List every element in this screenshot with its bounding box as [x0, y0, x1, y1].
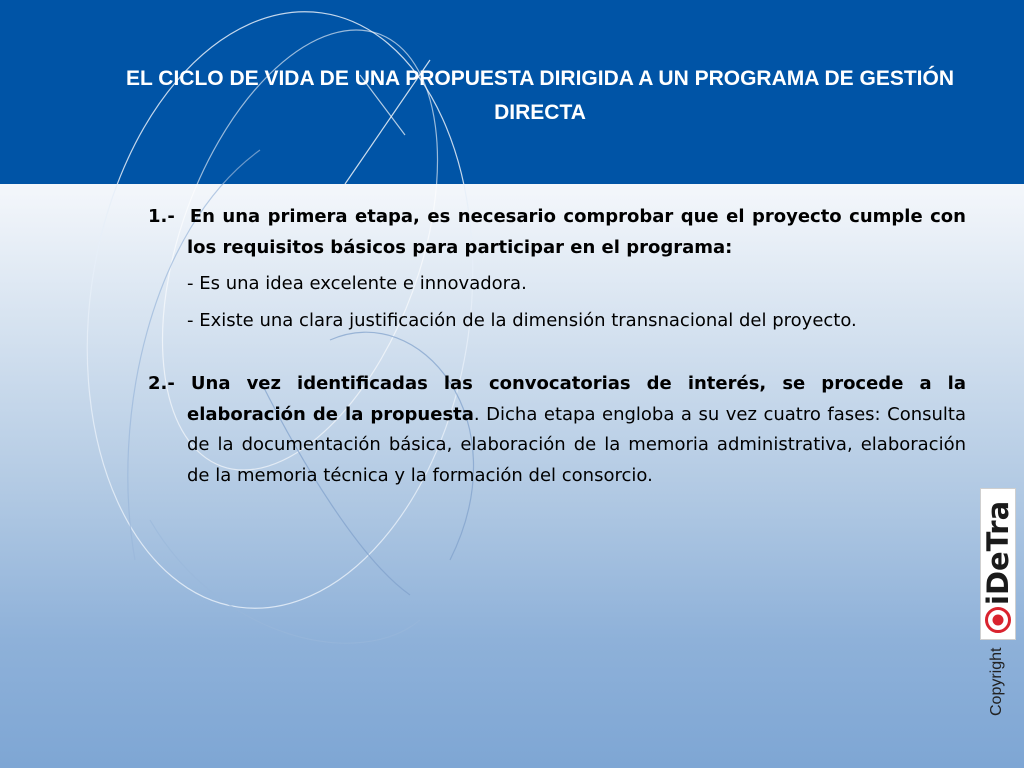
idetra-logo: [980, 488, 1016, 640]
item-2-text: . Dicha etapa engloba a su vez cuatro fases: Consulta de la documentación básica, elaboración de la memoria administrativa, elaboración de la memoria técnica y la formación del consorcio.: [187, 403, 967, 486]
item-2-bold-text: Una vez identificadas las convocatorias de interés, se procede a la elaboración de la propuesta: [187, 373, 966, 425]
list-item-2: [148, 369, 966, 491]
list-item-1: [148, 202, 966, 263]
item-1-bullet-1: - Es una idea excelente e innovadora.: [187, 273, 527, 294]
slide-title: EL CICLO DE VIDA DE UNA PROPUESTA DIRIGIDA A UN PROGRAMA DE GESTIÓN DIRECTA: [126, 67, 954, 124]
logo-text: iDeTra: [981, 500, 1015, 605]
copyright-label: Copyright: [988, 647, 1005, 716]
target-icon: [985, 607, 1011, 633]
decor-curve-4: [150, 520, 420, 643]
item-1-text: En una primera etapa, es necesario comprobar que el proyecto cumple con los requisitos básicos para participar en el programa:: [187, 206, 966, 258]
item-2-number: 2.-: [148, 373, 175, 394]
item-1-number: 1.-: [148, 206, 175, 227]
slide-content: [148, 202, 966, 491]
item-1-bullet-2: - Existe una clara justificación de la dimensión transnacional del proyecto.: [187, 309, 857, 331]
